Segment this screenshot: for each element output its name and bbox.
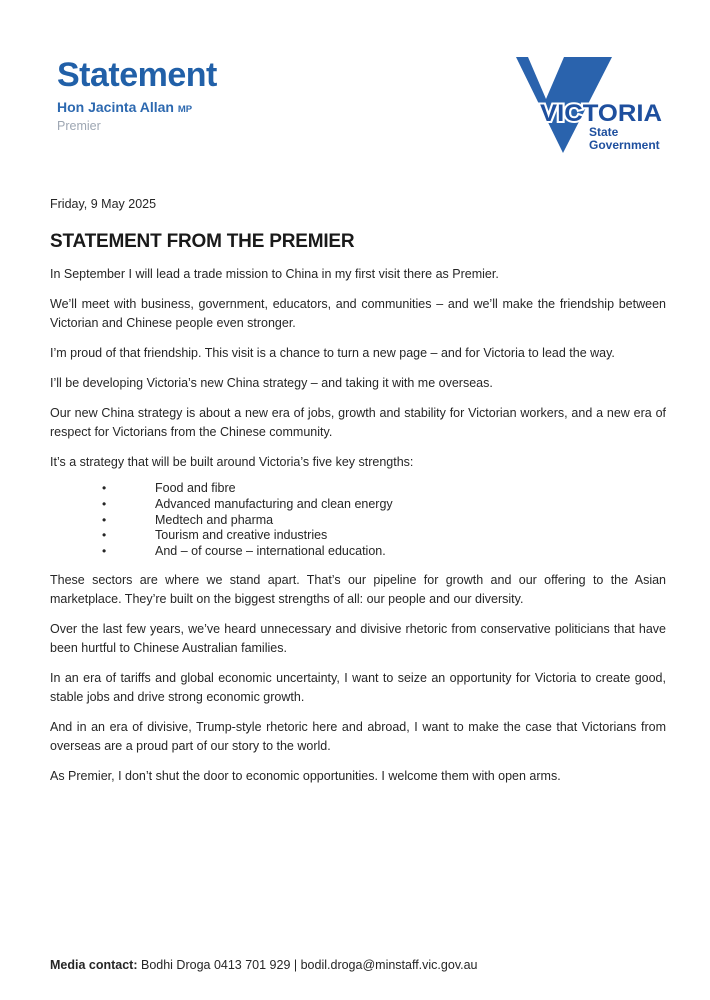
list-item bbox=[50, 481, 666, 497]
list-item-text: And – of course – international education. bbox=[155, 544, 386, 559]
paragraph: In an era of tariffs and global economic uncertainty, I want to seize an opportunity for Victoria to create good, stable jobs and drive strong economic growth. bbox=[50, 670, 666, 704]
logo-sub-line1: State bbox=[589, 125, 619, 139]
document-date: Friday, 9 May 2025 bbox=[50, 197, 157, 211]
logo-wordmark: VICTORIA bbox=[540, 100, 662, 127]
list-item bbox=[50, 497, 666, 513]
list-item-text: Advanced manufacturing and clean energy bbox=[155, 496, 393, 511]
bullet-icon: • bbox=[102, 496, 107, 511]
victoria-triangle-icon bbox=[515, 55, 665, 155]
logo-sub-line2: Government bbox=[589, 138, 660, 152]
paragraph: I’m proud of that friendship. This visit is a chance to turn a new page – and for Victoria to lead the way. bbox=[50, 346, 615, 360]
document-content bbox=[50, 195, 666, 786]
list-item bbox=[50, 544, 666, 560]
paragraph: Over the last few years, we’ve heard unnecessary and divisive rhetoric from conservative politicians that have been hurtful to Chinese Australian families. bbox=[50, 621, 666, 655]
media-contact-label: Media contact: bbox=[50, 958, 138, 972]
masthead-title: Statement bbox=[57, 56, 217, 94]
paragraph: In September I will lead a trade mission to China in my first visit there as Premier. bbox=[50, 267, 499, 281]
paragraph: We’ll meet with business, government, educators, and communities – and we’ll make the friendship between Victorian and Chinese people even stronger. bbox=[50, 297, 666, 330]
media-contact-value: Bodhi Droga 0413 701 929 | bodil.droga@minstaff.vic.gov.au bbox=[137, 958, 478, 972]
paragraph: As Premier, I don’t shut the door to economic opportunities. I welcome them with open arms. bbox=[50, 768, 561, 783]
bullet-icon: • bbox=[102, 481, 107, 495]
list-item-text: Tourism and creative industries bbox=[155, 528, 328, 543]
masthead bbox=[57, 57, 217, 134]
list-item-text: Food and fibre bbox=[155, 481, 236, 495]
author-name bbox=[57, 99, 217, 118]
author-suffix: MP bbox=[177, 104, 193, 115]
victoria-state-government-logo bbox=[515, 55, 665, 155]
list-item bbox=[50, 513, 666, 529]
bullet-icon: • bbox=[102, 512, 107, 527]
list-item bbox=[50, 528, 666, 544]
author-role: Premier bbox=[57, 119, 101, 133]
paragraph: I’ll be developing Victoria’s new China strategy – and taking it with me overseas. bbox=[50, 376, 493, 390]
page-title: STATEMENT FROM THE PREMIER bbox=[50, 231, 355, 252]
bullet-icon: • bbox=[102, 544, 107, 559]
paragraph: And in an era of divisive, Trump-style rhetoric here and abroad, I want to make the case that Victorians from overseas are a proud part of our story to the world. bbox=[50, 719, 666, 753]
key-strengths-list bbox=[50, 481, 666, 560]
author-name-text: Hon Jacinta Allan bbox=[57, 99, 174, 115]
paragraph: It’s a strategy that will be built around Victoria’s five key strengths: bbox=[50, 455, 414, 469]
list-item-text: Medtech and pharma bbox=[155, 512, 274, 527]
bullet-icon: • bbox=[102, 528, 107, 543]
paragraph: Our new China strategy is about a new era of jobs, growth and stability for Victorian workers, and a new era of respect for Victorians from the Chinese community. bbox=[50, 406, 666, 439]
paragraph: These sectors are where we stand apart. That’s our pipeline for growth and our offering to the Asian marketplace. They’re built on the biggest strengths of all: our people and our diversity. bbox=[50, 572, 666, 606]
media-contact-line bbox=[50, 956, 666, 975]
